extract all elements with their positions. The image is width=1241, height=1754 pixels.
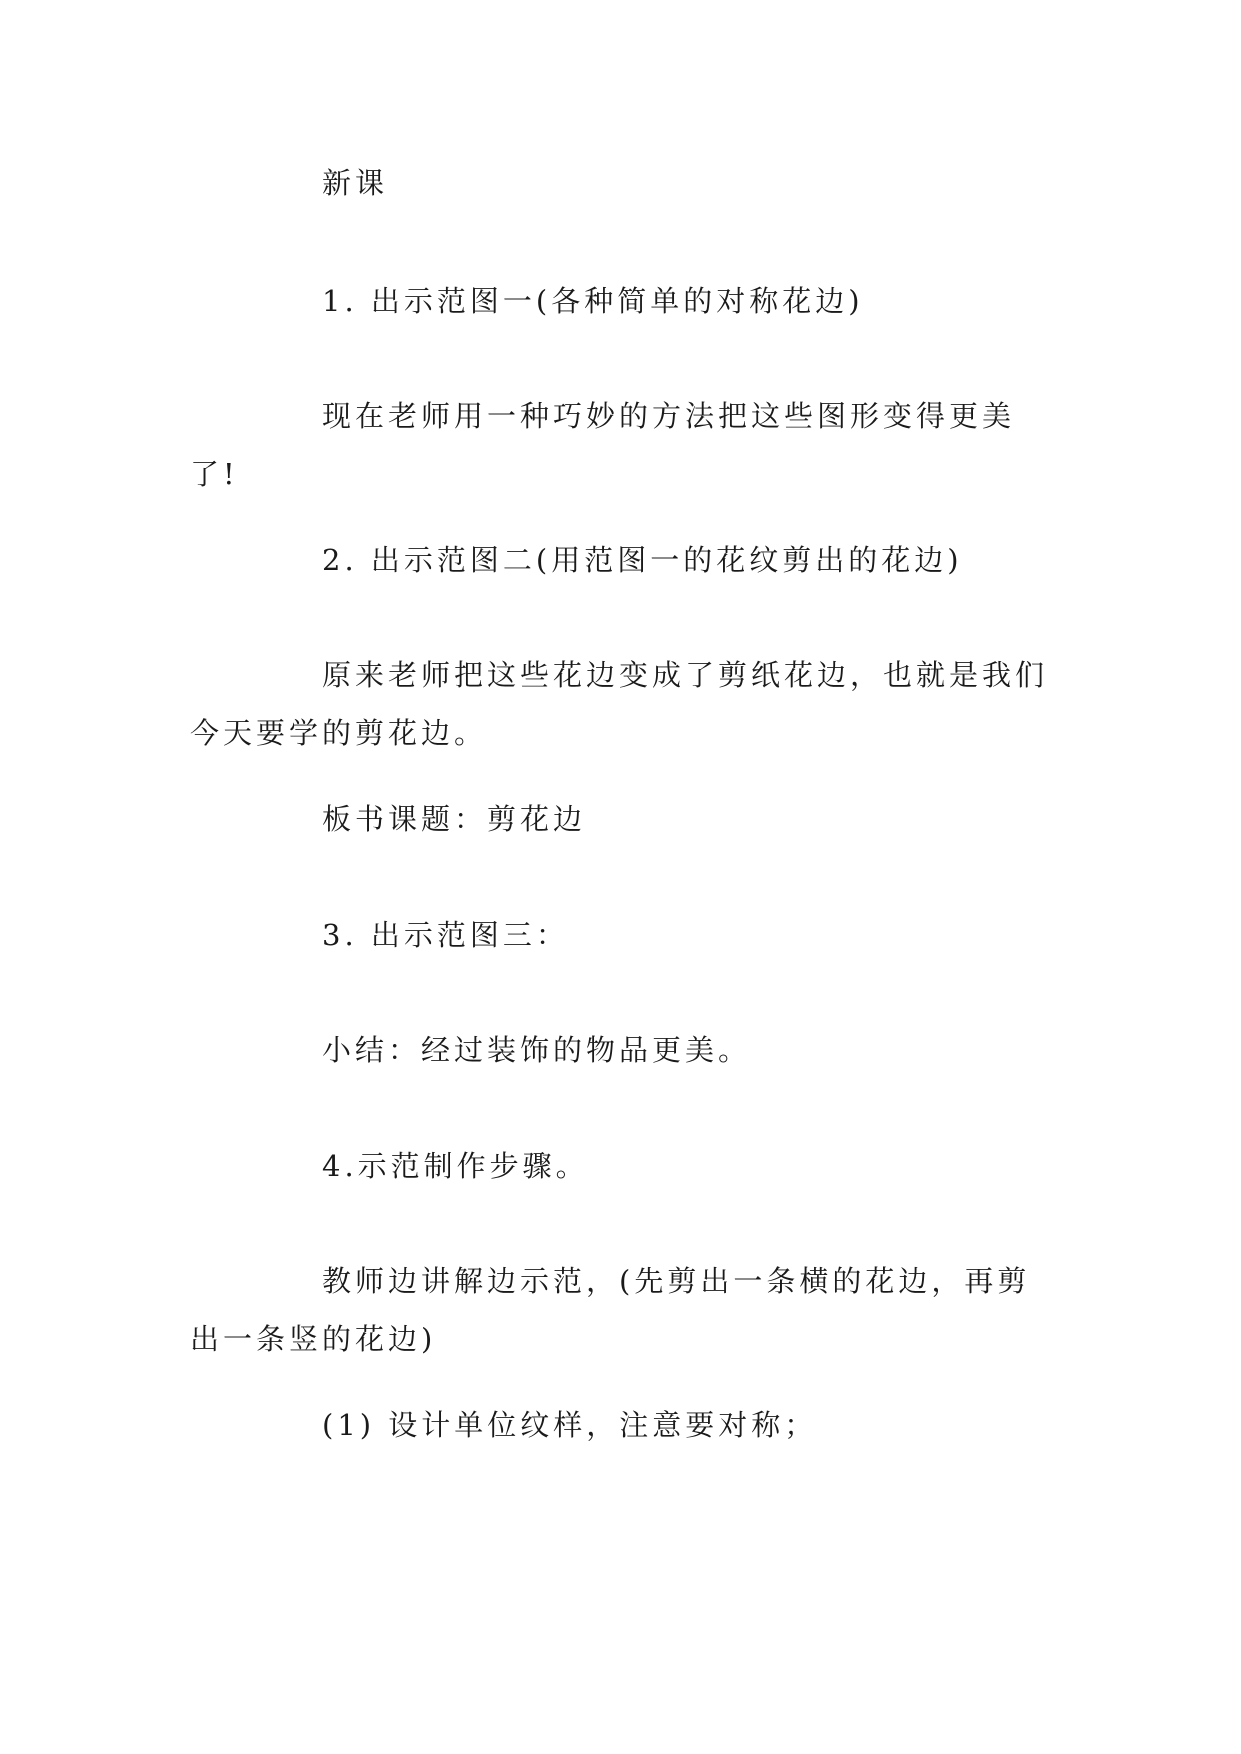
paragraph-step-2: 2. 出示范图二(用范图一的花纹剪出的花边)	[322, 543, 963, 577]
paragraph-step-3: 3. 出示范图三：	[322, 918, 569, 952]
paragraph-step-4: 4.示范制作步骤。	[322, 1149, 589, 1183]
paragraph-paper-cut-intro: 原来老师把这些花边变成了剪纸花边，也就是我们今天要学的剪花边。	[190, 658, 1049, 750]
paragraph-new-lesson: 新课	[322, 166, 389, 200]
paragraph-teacher-intro: 现在老师用一种巧妙的方法把这些图形变得更美了!	[190, 399, 1016, 491]
paragraph-substep-1: (1) 设计单位纹样，注意要对称；	[322, 1408, 818, 1442]
paragraph-demonstration: 教师边讲解边示范，(先剪出一条横的花边，再剪出一条竖的花边)	[190, 1264, 1031, 1356]
paragraph-step-1: 1. 出示范图一(各种简单的对称花边)	[322, 284, 864, 318]
paragraph-board-title: 板书课题：剪花边	[322, 802, 587, 836]
paragraph-summary: 小结：经过装饰的物品更美。	[322, 1033, 752, 1067]
